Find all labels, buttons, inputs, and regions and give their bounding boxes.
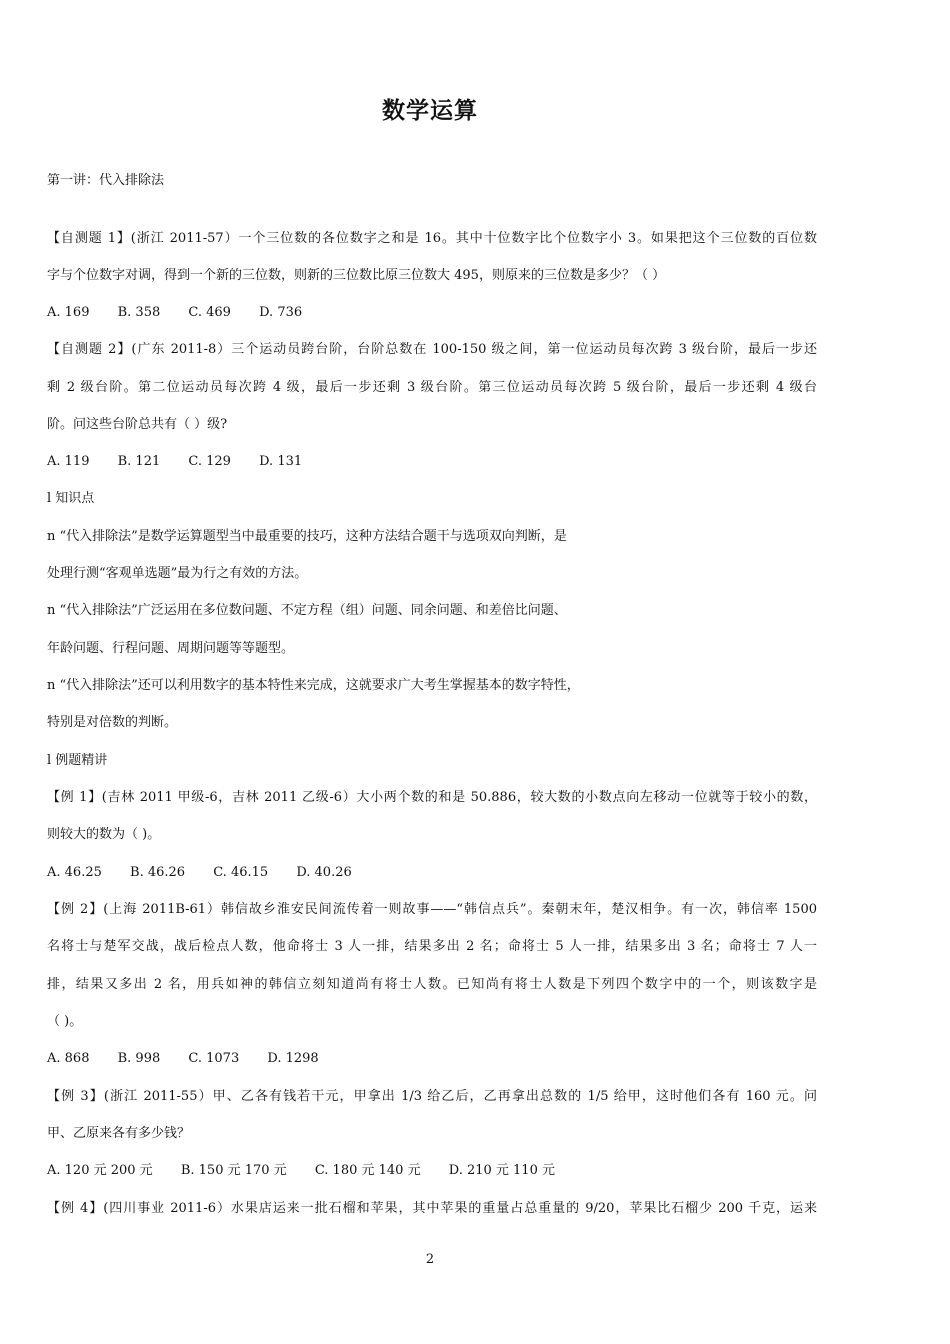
knowledge-point-line: 特别是对倍数的判断。 (47, 715, 178, 730)
page-number: 2 (425, 1252, 435, 1267)
example-1-line-1: 【例 1】(吉林 2011 甲级-6，吉林 2011 乙级-6）大小两个数的和是 50.886，较大数的小数点向左移动一位就等于较小的数， (47, 790, 817, 805)
option-d: D. 736 (259, 305, 303, 320)
example-1-options (47, 864, 376, 882)
example-3-line-2: 甲、乙原来各有多少钱？ (47, 1126, 191, 1141)
knowledge-point-line: 年龄问题、行程问题、周期问题等等题型。 (47, 641, 295, 656)
self-test-2-line-3: 阶。问这些台阶总共有（ ）级? (47, 417, 228, 432)
option-c: C. 180 元 140 元 (314, 1163, 421, 1178)
examples-heading: l 例题精讲 (47, 753, 108, 768)
option-a: A. 868 (47, 1051, 90, 1066)
page-title: 数学运算 (382, 98, 478, 124)
example-1-line-2: 则较大的数为（ )。 (47, 827, 161, 842)
knowledge-point-line: n “代入排除法”是数学运算题型当中最重要的技巧，这种方法结合题干与选项双向判断，是 (47, 529, 567, 544)
option-b: B. 121 (117, 454, 161, 469)
self-test-2-line-2: 剩 2 级台阶。第二位运动员每次跨 4 级，最后一步还剩 3 级台阶。第三位运动员每次跨 5 级台阶，最后一步还剩 4 级台 (47, 380, 817, 395)
option-a: A. 120 元 200 元 (47, 1163, 153, 1178)
example-2-line-1: 【例 2】(上海 2011B-61）韩信故乡淮安民间流传着一则故事——“韩信点兵”。秦朝末年，楚汉相争。有一次，韩信率 1500 (47, 902, 817, 917)
option-b: B. 358 (117, 305, 161, 320)
example-3-options (47, 1162, 579, 1180)
self-test-1-options (47, 304, 326, 322)
option-d: D. 131 (259, 454, 303, 469)
option-c: C. 46.15 (213, 865, 269, 880)
option-c: C. 469 (188, 305, 231, 320)
knowledge-heading: l 知识点 (47, 491, 95, 506)
option-c: C. 1073 (188, 1051, 240, 1066)
option-b: B. 46.26 (130, 865, 186, 880)
knowledge-point-line: 处理行测“客观单选题”最为行之有效的方法。 (47, 566, 308, 581)
option-a: A. 46.25 (47, 865, 102, 880)
option-c: C. 129 (188, 454, 231, 469)
example-2-line-3: 排，结果又多出 2 名，用兵如神的韩信立刻知道尚有将士人数。已知尚有将士人数是下列四个数字中的一个，则该数字是 (47, 977, 817, 992)
self-test-1-line-1: 【自测题 1】(浙江 2011-57）一个三位数的各位数字之和是 16。其中十位数字比个位数字小 3。如果把这个三位数的百位数 (47, 231, 817, 246)
option-b: B. 150 元 170 元 (180, 1163, 287, 1178)
self-test-2-line-1: 【自测题 2】(广东 2011-8）三个运动员跨台阶，台阶总数在 100-150 级之间，第一位运动员每次跨 3 级台阶，最后一步还 (47, 342, 817, 357)
self-test-2-options (47, 453, 326, 471)
option-d: D. 210 元 110 元 (448, 1163, 555, 1178)
example-2-line-2: 名将士与楚军交战，战后检点人数，他命将士 3 人一排，结果多出 2 名；命将士 5 人一排，结果多出 3 名；命将士 7 人一 (47, 939, 817, 954)
example-4-line-1: 【例 4】(四川事业 2011-6）水果店运来一批石榴和苹果，其中苹果的重量占总重量的 9/20，苹果比石榴少 200 千克，运来 (47, 1201, 817, 1216)
example-2-options (47, 1050, 343, 1068)
example-3-line-1: 【例 3】(浙江 2011-55）甲、乙各有钱若干元，甲拿出 1/3 给乙后，乙再拿出总数的 1/5 给甲，这时他们各有 160 元。问 (47, 1089, 817, 1104)
self-test-1-line-2: 字与个位数字对调，得到一个新的三位数，则新的三位数比原三位数大 495，则原来的三位数是多少？（ ） (47, 268, 666, 283)
option-d: D. 1298 (267, 1051, 319, 1066)
option-a: A. 169 (47, 305, 90, 320)
knowledge-point-line: n “代入排除法”还可以利用数字的基本特性来完成，这就要求广大考生掌握基本的数字特性， (47, 678, 580, 693)
option-a: A. 119 (47, 454, 90, 469)
section-heading: 第一讲：代入排除法 (47, 173, 165, 188)
example-2-line-4: （ )。 (47, 1014, 83, 1029)
option-d: D. 40.26 (296, 865, 352, 880)
knowledge-point-line: n “代入排除法”广泛运用在多位数问题、不定方程（组）问题、同余问题、和差倍比问题、 (47, 603, 567, 618)
option-b: B. 998 (117, 1051, 161, 1066)
